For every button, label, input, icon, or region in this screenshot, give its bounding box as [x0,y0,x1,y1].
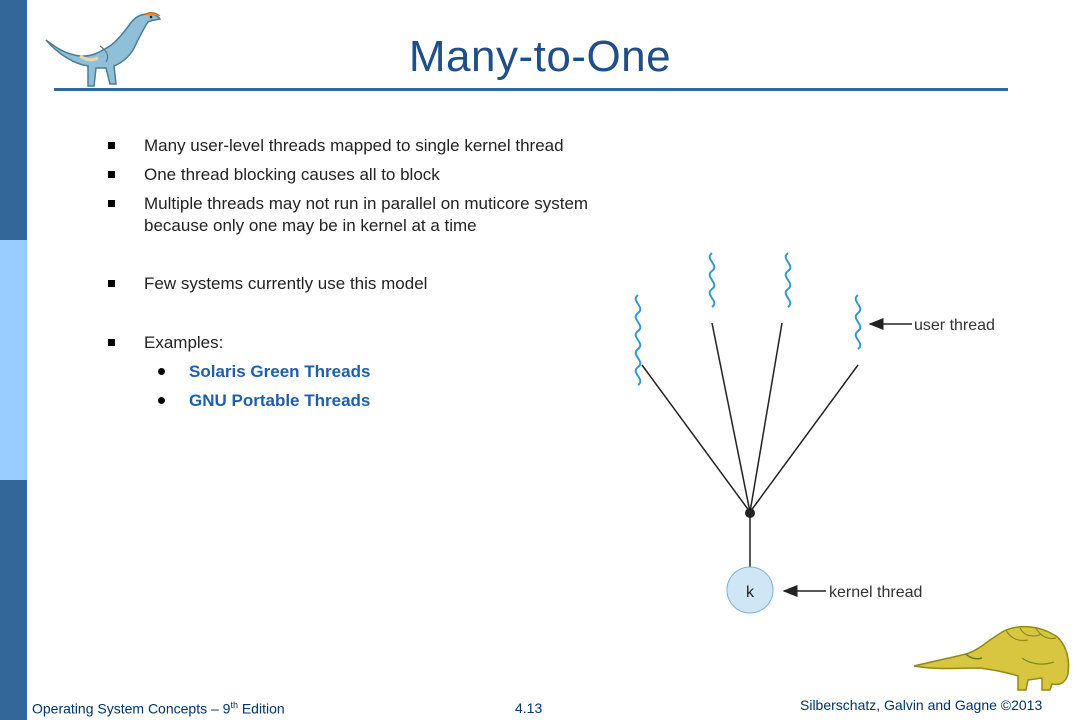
kernel-node-label: k [746,584,754,601]
square-bullet-icon [108,142,115,149]
bullet-text: Few systems currently use this model [144,274,428,293]
round-bullet-icon [158,368,165,375]
kernel-thread-label: kernel thread [829,584,923,601]
footer-book-suffix: Edition [237,700,285,717]
sub-bullet-text: GNU Portable Threads [189,391,371,410]
bullet-text: One thread blocking causes all to block [144,165,440,184]
slide-title: Many-to-One [408,32,672,81]
square-bullet-icon [108,280,115,287]
square-bullet-icon [108,171,115,178]
bullet-text: Many user-level threads mapped to single kernel thread [144,136,564,155]
user-thread-label: user thread [914,317,995,334]
footer-book-prefix: Operating System Concepts – 9 [32,700,231,717]
page-number: 4.13 [515,700,543,716]
square-bullet-icon [108,339,115,346]
bullet-text: Multiple threads may not run in parallel on muticore system because only one may be in kernel at a time [144,194,589,235]
title-underline [54,88,1008,91]
user-thread-squiggle-3 [786,253,791,307]
left-sidebar-band [0,0,27,720]
footer-book-sup: th [230,700,238,710]
footer-copyright: Silberschatz, Galvin and Gagne ©2013 [800,697,1043,713]
sub-bullet-text: Solaris Green Threads [189,362,371,381]
user-thread-squiggle-2 [710,253,715,307]
many-to-one-diagram [620,245,1020,620]
footer-book-title [32,700,285,717]
round-bullet-icon [158,397,165,404]
user-thread-squiggle-4 [856,295,861,349]
dinosaur-footer-icon [910,618,1075,693]
user-thread-squiggle-1 [636,295,641,385]
left-sidebar-highlight [0,240,27,480]
square-bullet-icon [108,200,115,207]
bullet-text: Examples: [144,333,224,352]
